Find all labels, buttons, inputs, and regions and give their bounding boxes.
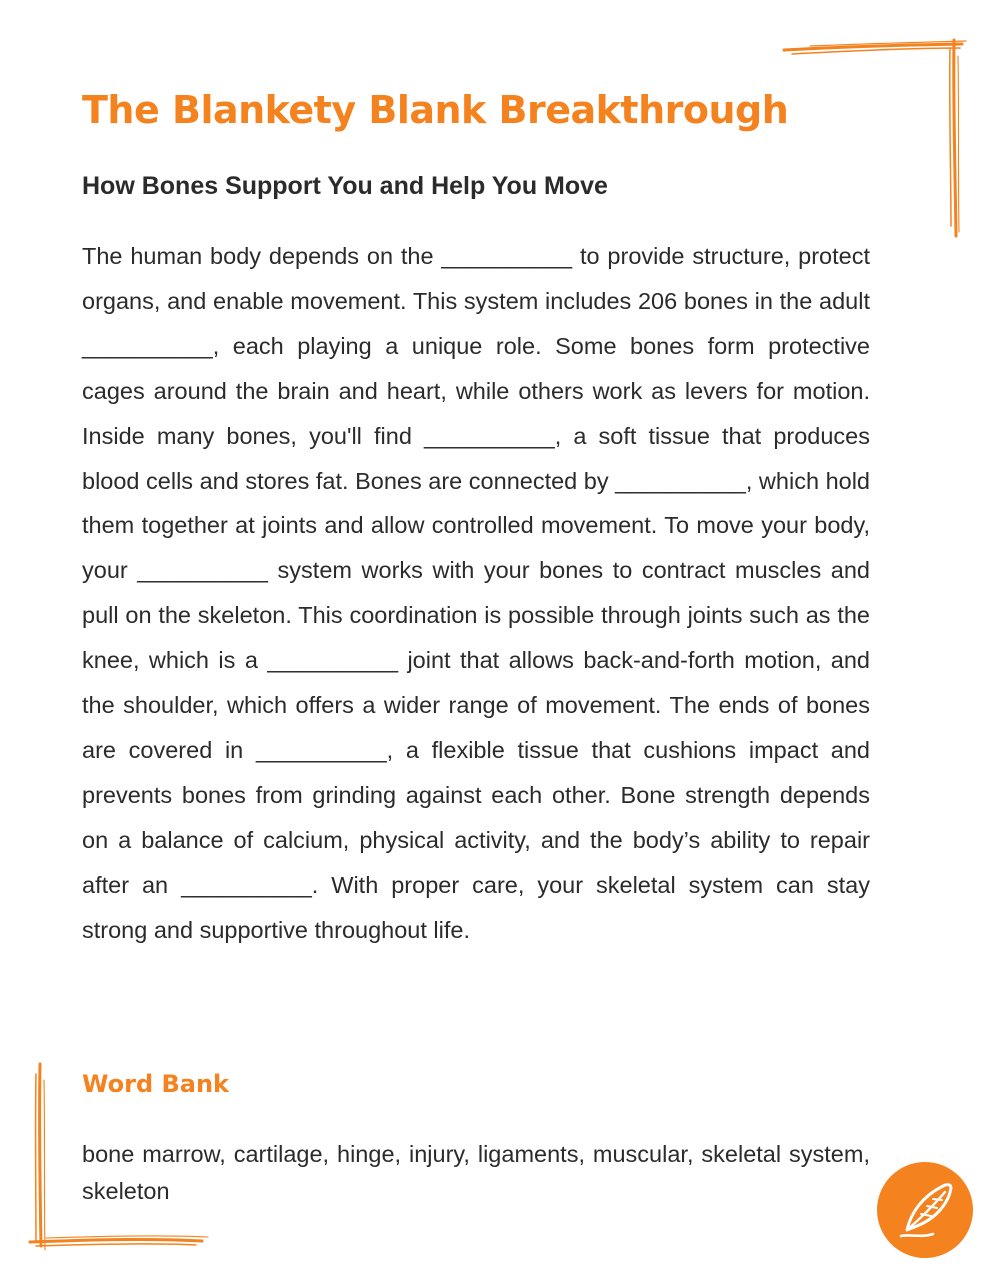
fill-in-blank-passage: The human body depends on the __________ to provide structure, protect organs, and enable movement. This system includes 206 bones in the adult __________, each playing a unique role. Some bones form protective cages around the brain and heart, while others work as levers for motion. Inside many bones, you'll find __________, a soft tissue that produces blood cells and stores fat. Bones are connected by __________, which hold them together at joints and allow controlled movement. To move your body, your __________ system works with your bones to contract muscles and pull on the skeleton. This coordination is possible through joints such as the knee, which is a __________ joint that allows back-and-forth motion, and the shoulder, which offers a wider range of movement. The ends of bones are covered in __________, a flexible tissue that cushions impact and prevents bones from grinding against each other. Bone strength depends on a balance of calcium, physical activity, and the body’s ability to repair after an __________. With proper care, your skeletal system can stay strong and supportive throughout life. (82, 243, 870, 943)
worksheet-subtitle: How Bones Support You and Help You Move (82, 172, 608, 200)
brand-logo (877, 1162, 973, 1258)
worksheet-title: The Blankety Blank Breakthrough (82, 88, 789, 132)
word-bank-list: bone marrow, cartilage, hinge, injury, ligaments, muscular, skeletal system, skeleton (82, 1141, 870, 1204)
feather-quill-icon (877, 1162, 973, 1258)
word-bank-heading: Word Bank (82, 1070, 230, 1098)
top-right-corner-decoration (770, 36, 980, 246)
